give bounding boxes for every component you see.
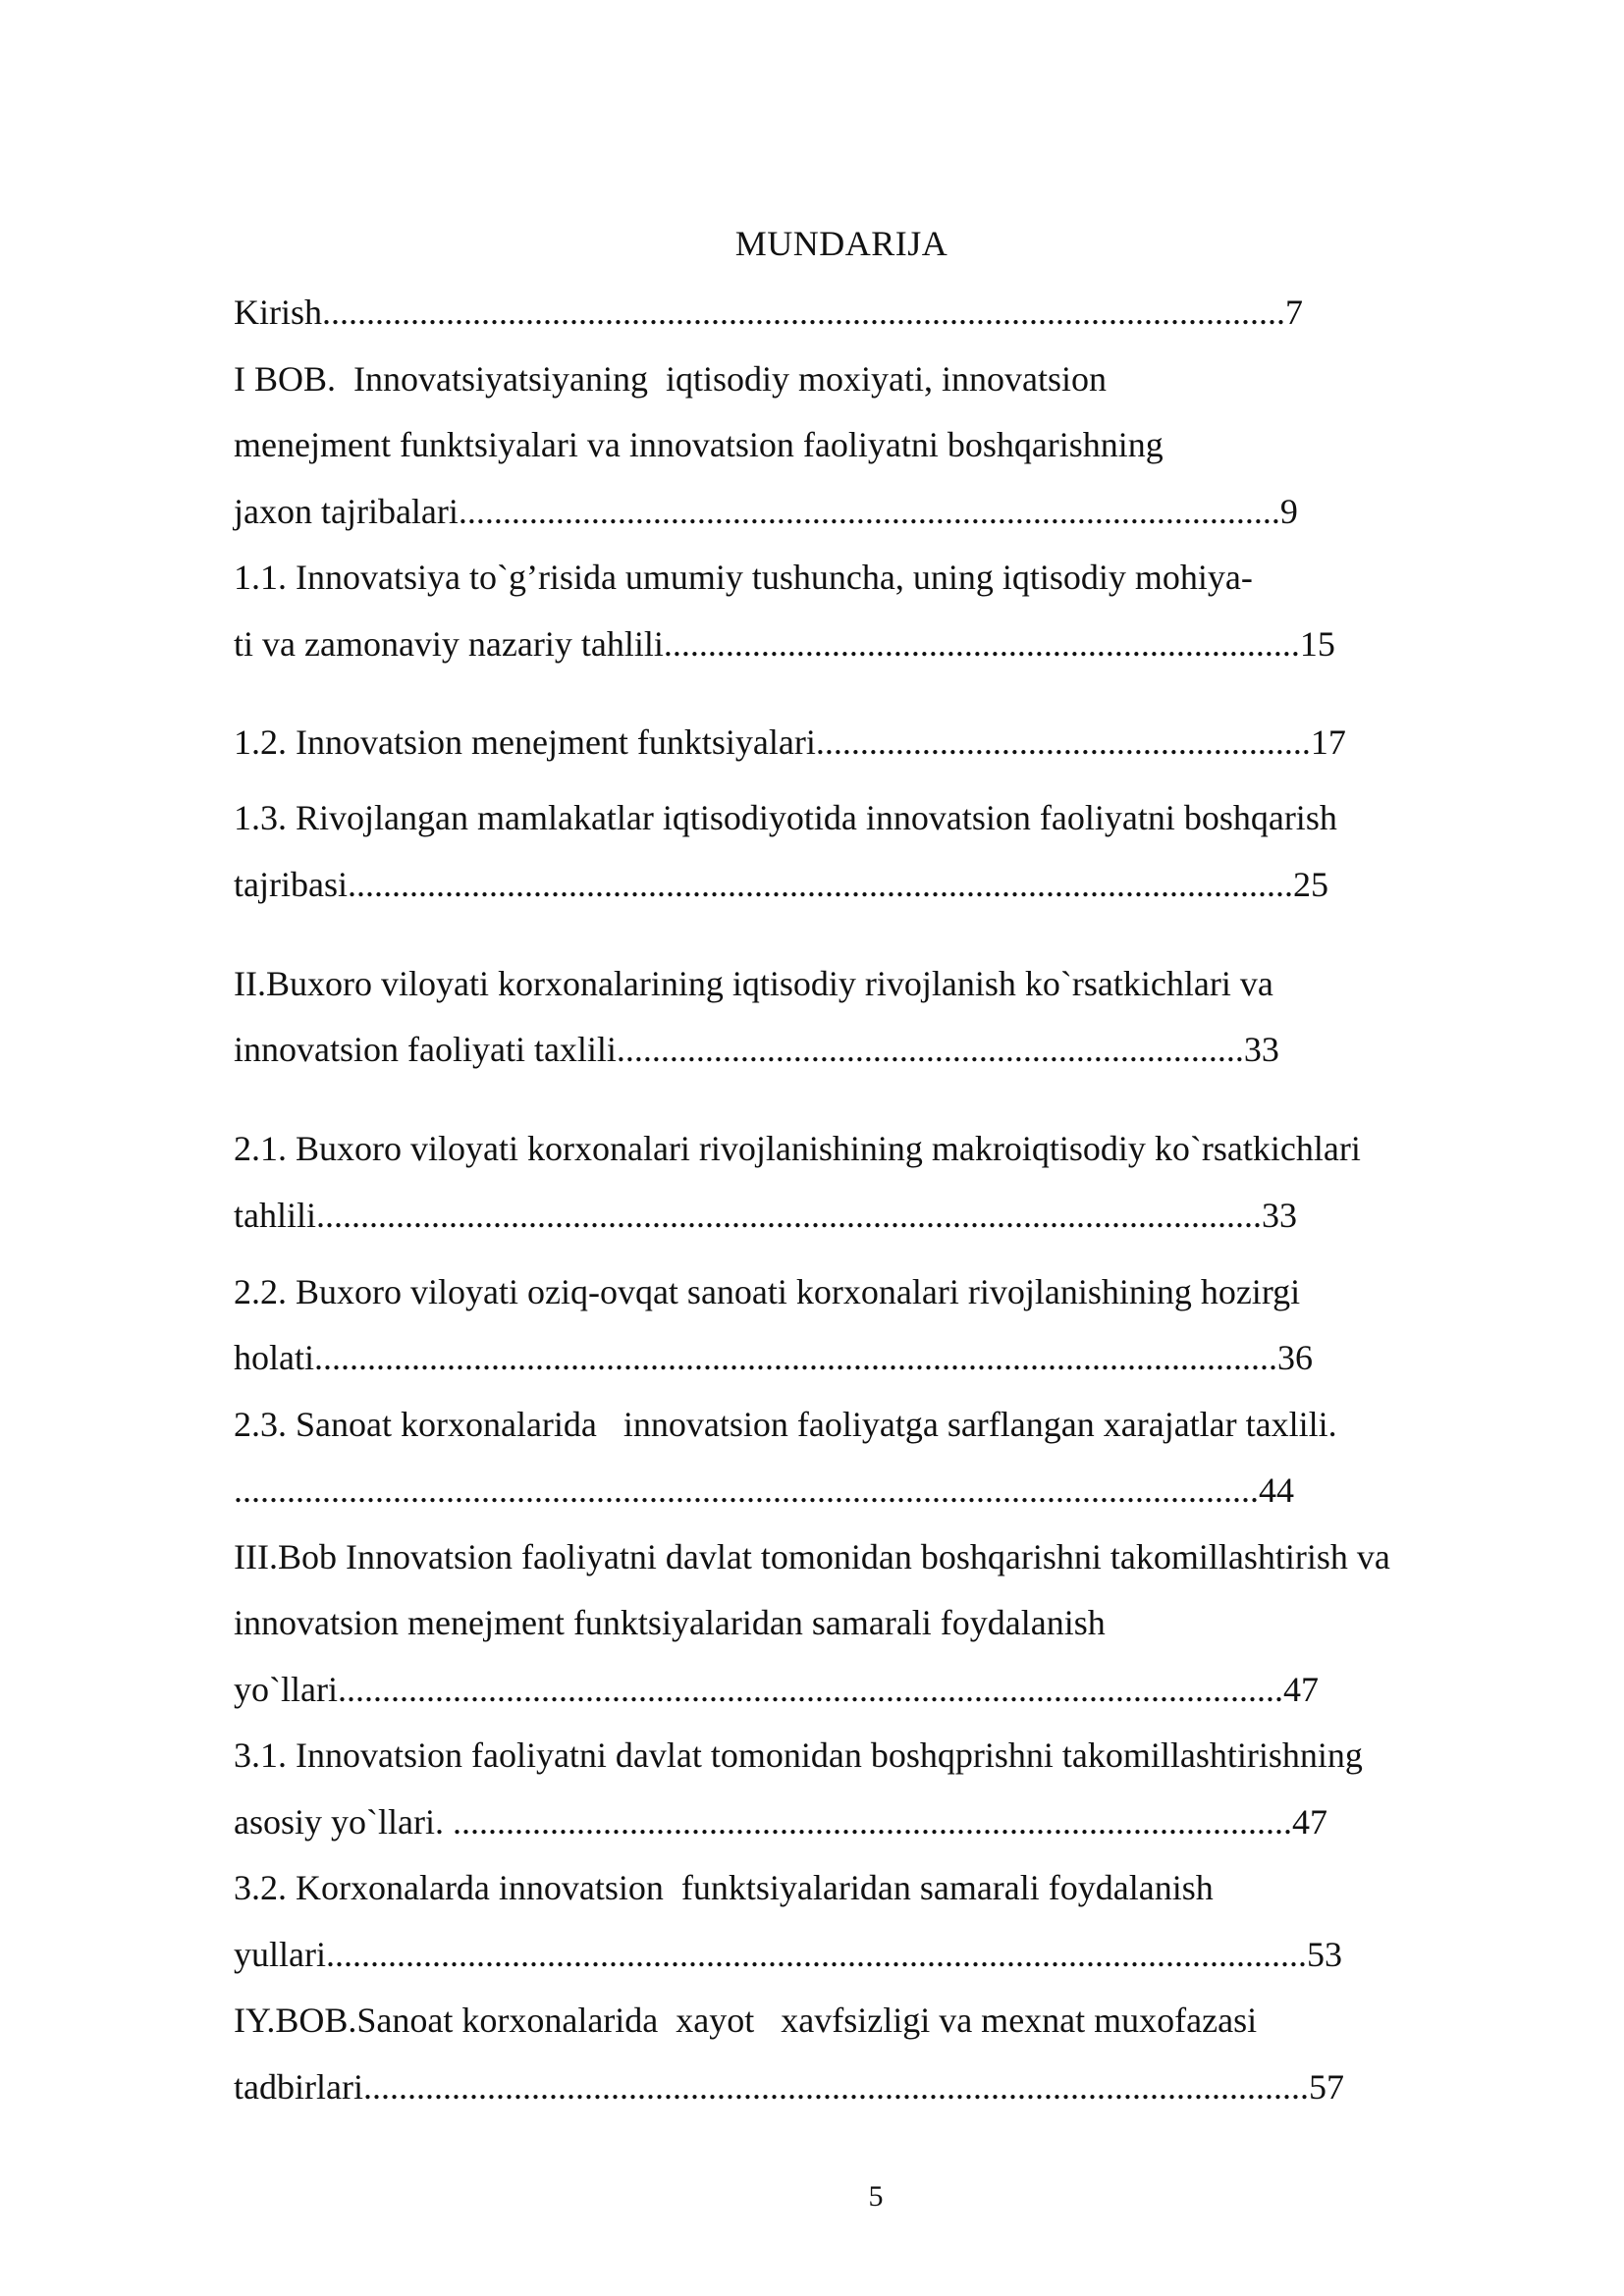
toc-line-chapter-3-b: innovatsion menejment funktsiyalaridan samarali foydalanish — [234, 1603, 1106, 1642]
page-title: MUNDARIJA — [734, 224, 948, 263]
toc-line-chapter-2-a: II.Buxoro viloyati korxonalarining iqtisodiy rivojlanish ko`rsatkichlari va — [234, 964, 1273, 1003]
toc-line-section-2-1-a: 2.1. Buxoro viloyati korxonalari rivojlanishining makroiqtisodiy ko`rsatkichlari — [234, 1129, 1361, 1168]
toc-line-section-2-3-a: 2.3. Sanoat korxonalarida innovatsion faoliyatga sarflangan xarajatlar taxlili. — [234, 1405, 1337, 1444]
toc-line-chapter-2-b: innovatsion faoliyati taxlili.......................................................................33 — [234, 1030, 1279, 1069]
page-number: 5 — [868, 2180, 884, 2213]
toc-line-section-2-3-b: ....................................................................................................................44 — [234, 1470, 1294, 1510]
toc-line-chapter-1-a: I BOB. Innovatsiyatsiyaning iqtisodiy moxiyati, innovatsion — [234, 359, 1107, 399]
toc-line-section-3-2-a: 3.2. Korxonalarda innovatsion funktsiyalaridan samarali foydalanish — [234, 1868, 1214, 1907]
toc-line-section-1-2: 1.2. Innovatsion menejment funktsiyalari........................................................17 — [234, 722, 1346, 762]
toc-line-chapter-3-c: yo`llari...........................................................................................................47 — [234, 1670, 1319, 1709]
toc-line-section-2-2-b: holati.............................................................................................................36 — [234, 1338, 1313, 1377]
toc-line-section-1-1-a: 1.1. Innovatsiya to`g’risida umumiy tushuncha, uning iqtisodiy mohiya- — [234, 558, 1253, 597]
toc-line-section-2-2-a: 2.2. Buxoro viloyati oziq-ovqat sanoati korxonalari rivojlanishining hozirgi — [234, 1272, 1301, 1311]
toc-line-section-1-3-b: tajribasi...........................................................................................................25 — [234, 865, 1328, 904]
toc-line-section-3-1-b: asosiy yo`llari. ...............................................................................................47 — [234, 1802, 1327, 1842]
toc-line-section-1-3-a: 1.3. Rivojlangan mamlakatlar iqtisodiyotida innovatsion faoliyatni boshqarish — [234, 798, 1337, 837]
toc-line-section-3-1-a: 3.1. Innovatsion faoliyatni davlat tomonidan boshqprishni takomillashtirishning — [234, 1735, 1363, 1775]
toc-line-section-3-2-b: yullari...............................................................................................................53 — [234, 1935, 1342, 1974]
toc-line-chapter-4-a: IY.BOB.Sanoat korxonalarida xayot xavfsizligi va mexnat muxofazasi — [234, 2001, 1258, 2040]
toc-line-chapter-1-c: jaxon tajribalari.............................................................................................9 — [234, 492, 1298, 531]
toc-line-chapter-4-b: tadbirlari...........................................................................................................57 — [234, 2067, 1344, 2107]
toc-line-section-1-1-b: ti va zamonaviy nazariy tahlili........................................................................15 — [234, 624, 1335, 664]
toc-line-kirish: Kirish.............................................................................................................7 — [234, 293, 1303, 332]
toc-line-chapter-3-a: III.Bob Innovatsion faoliyatni davlat tomonidan boshqarishni takomillashtirish va — [234, 1537, 1390, 1576]
toc-line-chapter-1-b: menejment funktsiyalari va innovatsion faoliyatni boshqarishning — [234, 425, 1164, 464]
toc-line-section-2-1-b: tahlili...........................................................................................................33 — [234, 1196, 1297, 1235]
